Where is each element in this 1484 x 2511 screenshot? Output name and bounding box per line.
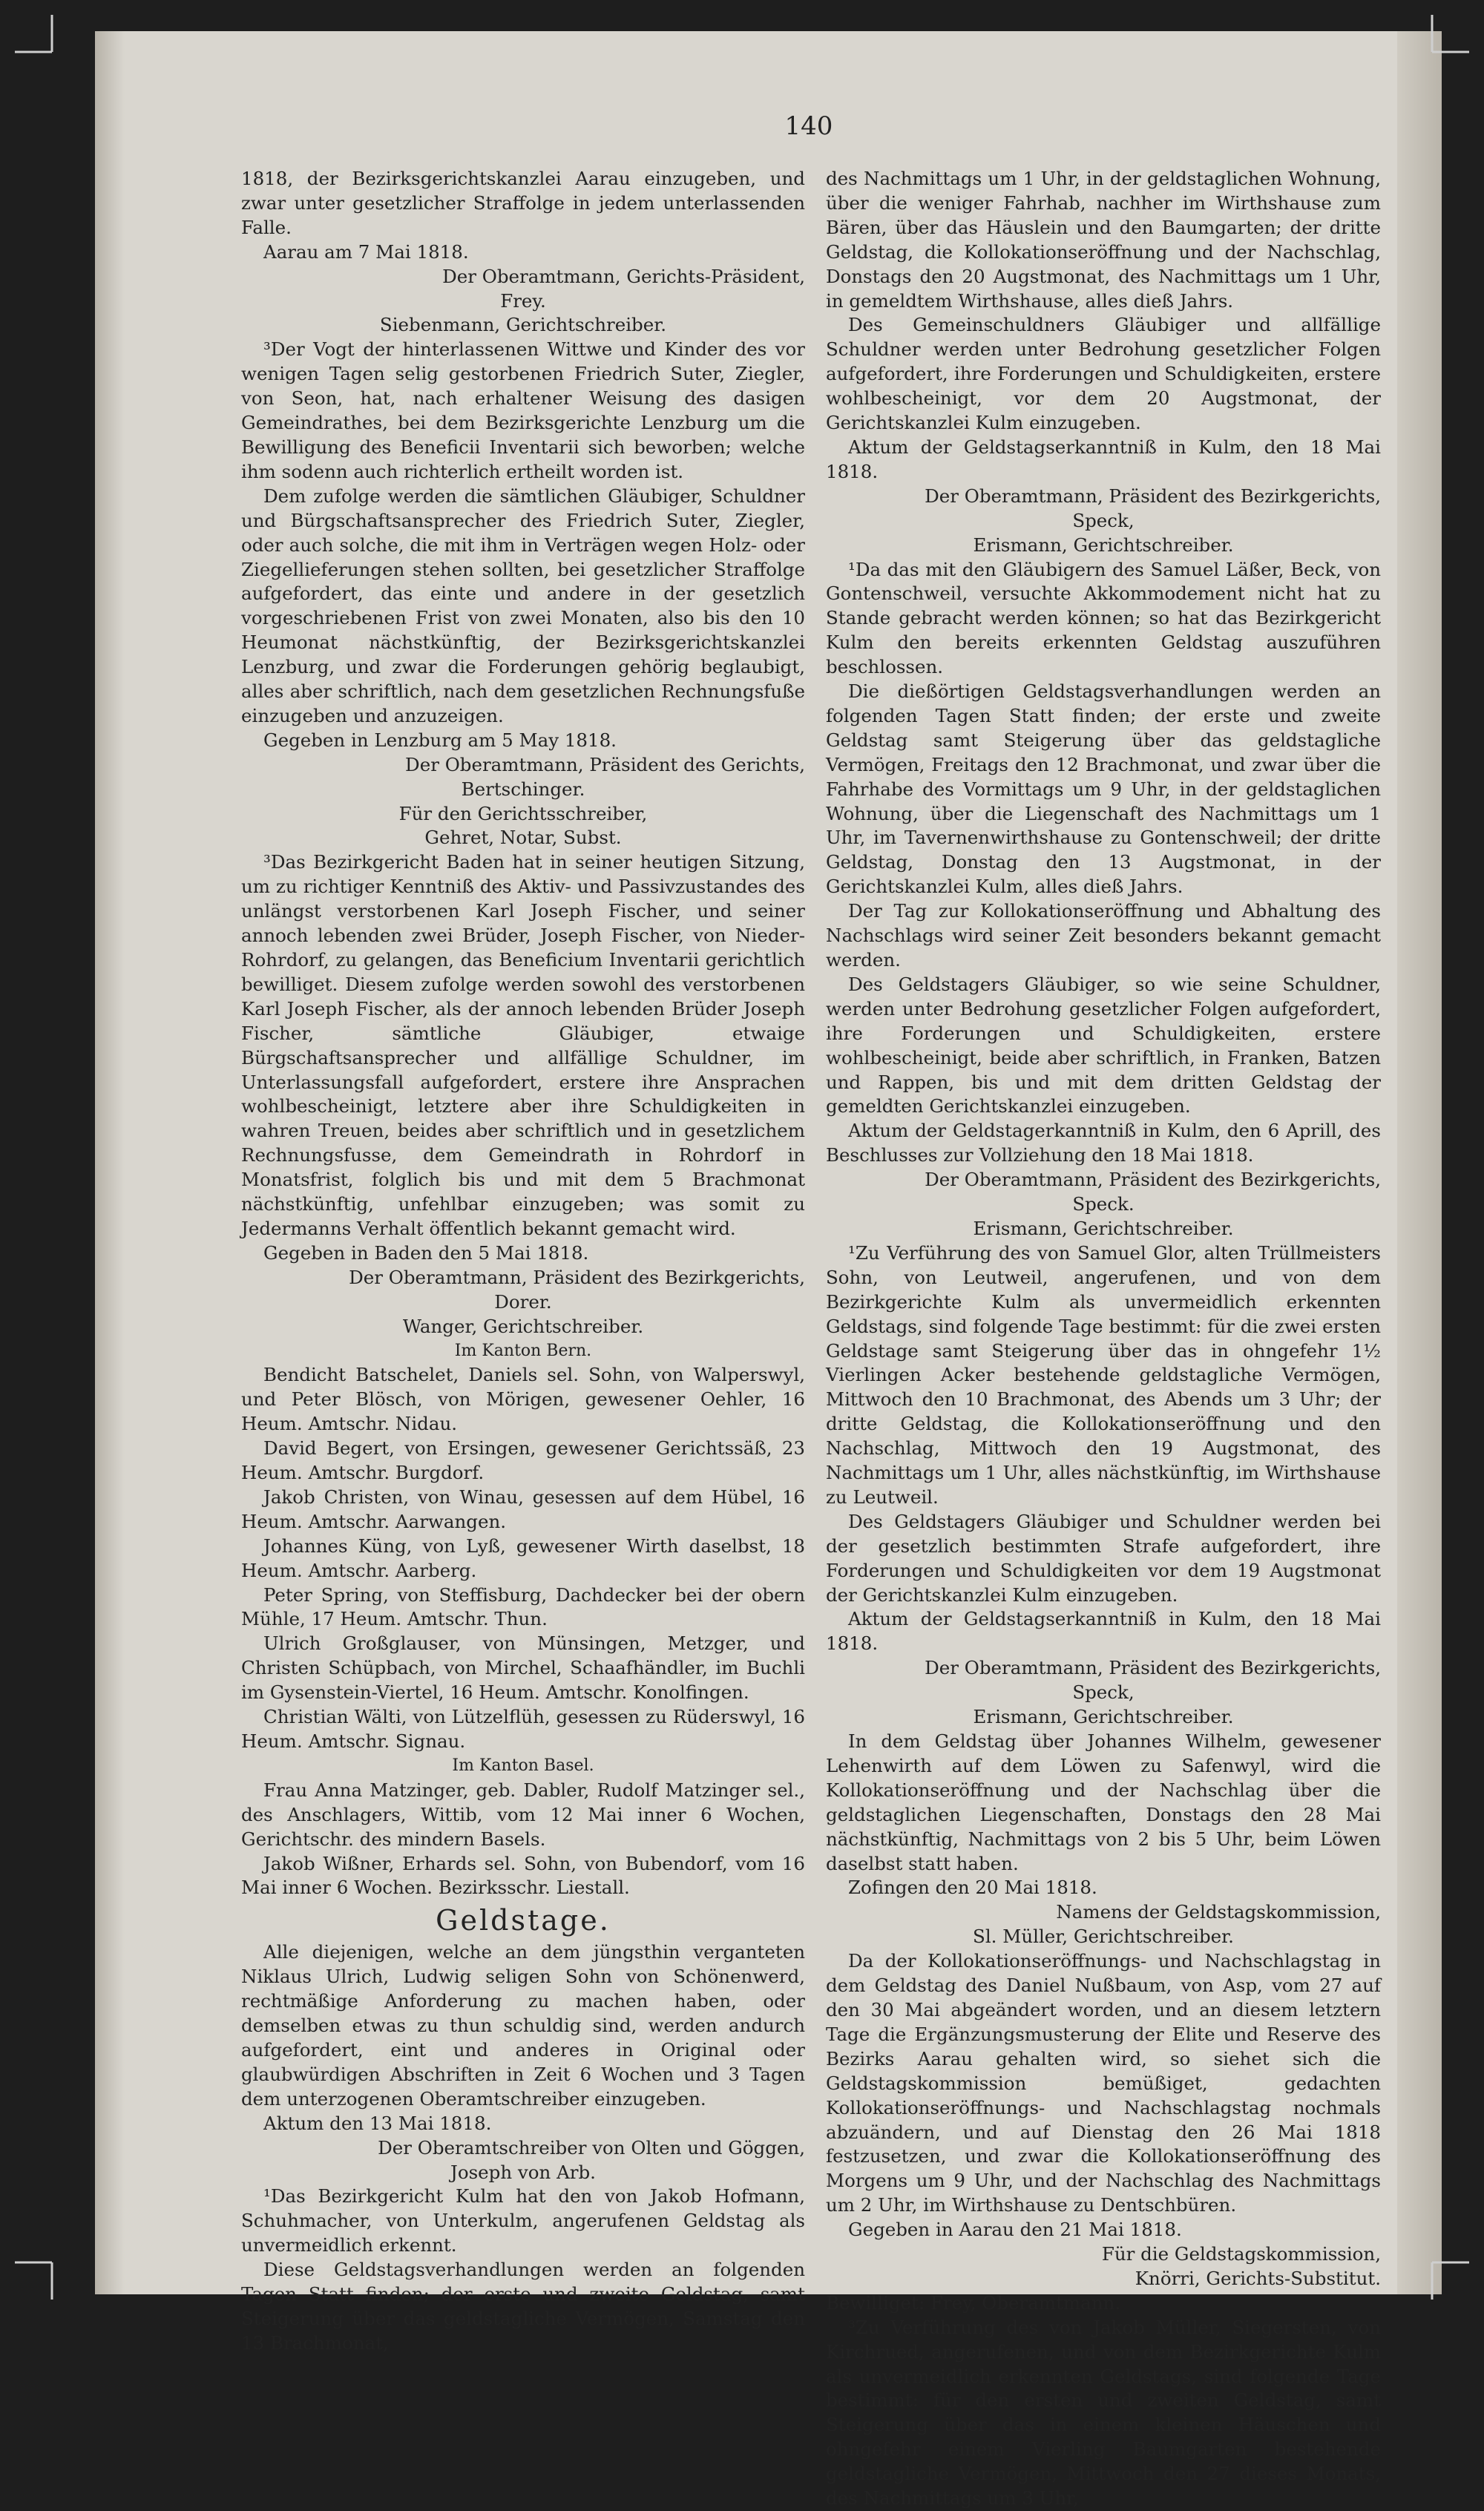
signature-clerk: Knörri, Gerichts-Substitut. <box>1135 2267 1381 2289</box>
signature-clerk: Erismann, Gerichtschreiber. <box>973 1217 1234 1239</box>
notice-text: Des Geldstagers Gläubiger, so wie seine Schuldner, werden unter Bedrohung gesetzlicher Folgen aufgefordert, ihre Forderungen und Schuldigkeiten, erstere wohlbescheinigt, beide aber schriftlich, in Franken, Batzen und Rappen, bis und mit dem dritten Geldstag der gemeldten Gerichtskanzlei einzugeben. <box>826 973 1381 1117</box>
list-item: Christian Wälti, von Lützelflüh, gesessen zu Rüderswyl, 16 Heum. Amtschr. Signau. <box>241 1706 805 1752</box>
list-item: Frau Anna Matzinger, geb. Dabler, Rudolf Matzinger sel., des Anschlagers, Wittib, vom 12 Mai inner 6 Wochen, Gerichtschr. des mindern Basels. <box>241 1779 805 1850</box>
signature-clerk: Siebenmann, Gerichtschreiber. <box>379 314 667 336</box>
notice-text: ¹Zu Verführung des von Samuel Glor, alten Trüllmeisters Sohn, von Leutweil, angerufenen, und von dem Bezirkgerichte Kulm als unvermeidlich erkennten Geldstags, sind folgende Tage bestimmt: für die zwei ersten Geldstage samt Steigerung über das in ohngefehr 1½ Vierlingen Acker bestehende geldstagliche Vermögen, Mittwoch den 10 Brachmonat, des Abends um 3 Uhr; der dritte Geldstag, die Kollokationseröffnung und den Nachschlag, Mittwoch den 19 Augstmonat, des Nachmittags um 1 Uhr, alles nächstkünftig, im Wirthshause zu Leutweil. <box>826 1241 1381 1508</box>
signature-title: Für den Gerichtsschreiber, <box>398 802 648 824</box>
notice-text: Des Geldstagers Gläubiger und Schuldner werden bei der gesetzlich bestimmten Strafe aufgefordert, ihre Forderungen und Schuldigkeiten vor dem 19 Augstmonat der Gerichtskanzlei Kulm einzugeben. <box>826 1510 1381 1606</box>
page-spine-shadow <box>95 31 125 2294</box>
signature-clerk: Wanger, Gerichtschreiber. <box>402 1315 644 1337</box>
notice-text: ³Das Bezirkgericht Baden hat in seiner heutigen Sitzung, um zu richtiger Kenntniß des Aktiv- und Passivzustandes des unlängst verstorbenen Karl Joseph Fischer, und seiner annoch lebenden zwei Brüder, Joseph Fischer, von Nieder-Rohrdorf, zu gelangen, das Beneficium Inventarii gerichtlich bewilliget. Diesem zufolge werden sowohl des verstorbenen Karl Joseph Fischer, als der annoch lebenden Brüder Joseph Fischer, sämtliche Gläubiger, etwaige Bürgschaftsansprecher und allfällige Schuldner, im Unterlassungsfall aufgefordert, erstere ihre Ansprachen wohlbescheinigt, letztere aber ihre Schuldigkeiten in wahren Treuen, beides aber schriftlich und in gesetzlichem Rechnungsfusse, dem Gemeindrath in Rohrdorf in Monatsfrist, folglich bis und mit dem 5 Brachmonat nächstkünftig, unfehlbar einzugeben; was somit zu Jedermanns Verhalt öffentlich bekannt gemacht wird. <box>241 851 805 1239</box>
notice-date: Gegeben in Baden den 5 Mai 1818. <box>263 1241 589 1264</box>
notice-date: Aktum der Geldstagserkanntniß in Kulm, den 18 Mai 1818. <box>826 1608 1381 1655</box>
notice-date: Gegeben in Lenzburg am 5 May 1818. <box>263 729 617 751</box>
notice-date: Aktum der Geldstagerkanntniß in Kulm, den 6 Aprill, des Beschlusses zur Vollziehung den 18 Mai 1818. <box>826 1120 1381 1166</box>
list-item: Johannes Küng, von Lyß, gewesener Wirth daselbst, 18 Heum. Amtschr. Aarberg. <box>241 1534 805 1581</box>
list-item: Bendicht Batschelet, Daniels sel. Sohn, von Walperswyl, und Peter Blösch, von Mörigen, gewesener Oehler, 16 Heum. Amtschr. Nidau. <box>241 1364 805 1435</box>
signature-name: Speck. <box>1072 1193 1135 1215</box>
signature-title: Der Oberamtmann, Präsident des Bezirkgerichts, <box>925 485 1381 507</box>
notice-text: Des Gemeinschuldners Gläubiger und allfällige Schuldner werden unter Bedrohung gesetzlicher Folgen aufgefordert, ihre Forderungen und Schuldigkeiten, erstere wohlbescheinigt, vor dem 20 Augstmonat, der Gerichtskanzlei Kulm einzugeben. <box>826 314 1381 434</box>
signature-clerk: Erismann, Gerichtschreiber. <box>973 1706 1234 1728</box>
section-subheading: Im Kanton Bern. <box>454 1341 592 1360</box>
notice-text: Die dießörtigen Geldstagsverhandlungen werden an folgenden Tagen Statt finden; der erste und zweite Geldstag samt Steigerung über das geldstagliche Vermögen, Freitags den 12 Brachmonat, und zwar über die Fahrhabe des Vormittags um 9 Uhr, in der geldstaglichen Wohnung, über die Liegenschaft des Nachmittags um 1 Uhr, im Tavernenwirthshause zu Gontenschweil; der dritte Geldstag, Donstag den 13 Augstmonat, in der Gerichtskanzlei Kulm, alles dieß Jahrs. <box>826 680 1381 898</box>
page-number: 140 <box>784 111 833 141</box>
notice-text: ³Der Vogt der hinterlassenen Wittwe und Kinder des vor wenigen Tagen selig gestorbenen Friedrich Suter, Ziegler, von Seon, hat, nach erhaltener Weisung des dasigen Gemeindrathes, bei dem Bezirksgerichte Lenzburg um die Bewilligung des Beneficii Inventarii sich beworben; welche ihm sodenn auch richterlich ertheilt worden ist. <box>241 338 805 482</box>
list-item: Jakob Christen, von Winau, gesessen auf dem Hübel, 16 Heum. Amtschr. Aarwangen. <box>241 1486 805 1532</box>
signature-title: Für die Geldstagskommission, <box>1101 2243 1381 2265</box>
page-edge <box>1397 31 1442 2294</box>
signature-title: Der Oberamtmann, Präsident des Bezirkgerichts, <box>925 1657 1381 1679</box>
signature-title: Der Oberamtmann, Präsident des Bezirkgerichts, <box>925 1169 1381 1191</box>
notice-date: Aktum den 13 Mai 1818. <box>263 2112 492 2134</box>
notice-text: Alle diejenigen, welche an dem jüngsthin verganteten Niklaus Ulrich, Ludwig seligen Sohn von Schönenwerd, rechtmäßige Anforderung zu machen haben, oder demselben etwas zu thun schuldig sind, werden andurch aufgefordert, eint und anderes in Original oder glaubwürdigen Abschriften in Zeit 6 Wochen und 3 Tagen dem unterzogenen Oberamtschreiber einzugeben. <box>241 1941 805 2110</box>
notice-text: Dem zufolge werden die sämtlichen Gläubiger, Schuldner und Bürgschaftsansprecher des Friedrich Suter, Ziegler, oder auch solche, die mit ihm in Verträgen wegen Holz- oder Ziegellieferungen stehen sollten, bei gesetzlicher Straffolge aufgefordert, das einte und andere in der gesetzlich vorgeschriebenen Frist von zwei Monaten, also bis den 10 Heumonat nächstkünftig, der Bezirksgerichtskanzlei Lenzburg, und zwar die Forderungen gehörig beglaubigt, alles aber schriftlich, nach dem gesetzlichen Rechnungsfuße einzugeben und anzuzeigen. <box>241 485 805 726</box>
signature-name: Frey. <box>500 289 546 312</box>
signature-name: Bertschinger. <box>461 778 585 800</box>
signature-name: Dorer. <box>494 1290 552 1313</box>
list-item: David Begert, von Ersingen, gewesener Gerichtssäß, 23 Heum. Amtschr. Burgdorf. <box>241 1437 805 1484</box>
notice-text: Der Tag zur Kollokationseröffnung und Abhaltung des Nachschlags wird seiner Zeit besonders bekannt gemacht werden. <box>826 900 1381 971</box>
notice-text: Da der Kollokationseröffnungs- und Nachschlagstag in dem Geldstag des Daniel Nußbaum, von Asp, vom 27 auf den 30 Mai abgeändert worden, und an diesem letztern Tage die Ergänzungsmusterung der Elite und Reserve des Bezirks Aarau gehalten wird, so siehet sich die Geldstagskommission bemüßiget, gedachten Kollokationseröffnungs- und Nachschlagstag nochmals abzuändern, und auf Dienstag den 26 Mai 1818 festzusetzen, und zwar die Kollokationseröffnung des Morgens um 9 Uhr, und der Nachschlag des Nachmittags um 2 Uhr, im Wirthshause zu Dentschbüren. <box>826 1950 1381 2216</box>
signature-clerk: Gehret, Notar, Subst. <box>424 827 622 849</box>
notice-date: Gegeben in Aarau den 21 Mai 1818. <box>848 2219 1182 2241</box>
signature-name: Speck, <box>1072 509 1135 531</box>
signature-name: Joseph von Arb. <box>450 2161 596 2183</box>
list-item: Ulrich Großglauser, von Münsingen, Metzger, und Christen Schüpbach, von Mirchel, Schaafhändler, im Buchli im Gysenstein-Viertel, 16 Heum. Amtschr. Konolfingen. <box>241 1632 805 1704</box>
signature-title: Namens der Geldstagskommission, <box>1056 1901 1381 1923</box>
notice-text: 1818, der Bezirksgerichtskanzlei Aarau einzugeben, und zwar unter gesetzlicher Straffolge in jedem unterlassenden Falle. <box>241 168 805 238</box>
signature-title: Der Oberamtmann, Gerichts-Präsident, <box>442 265 805 287</box>
list-item: Peter Spring, von Steffisburg, Dachdecker bei der obern Mühle, 17 Heum. Amtschr. Thun. <box>241 1583 805 1630</box>
section-subheading: Im Kanton Basel. <box>452 1756 594 1775</box>
right-column <box>826 167 1381 2511</box>
signature-clerk: Sl. Müller, Gerichtschreiber. <box>973 1926 1234 1948</box>
notice-text: ¹Das Bezirkgericht Kulm hat den von Jakob Hofmann, Schuhmacher, von Unterkulm, angerufenen Geldstag als unvermeidlich erkennt. <box>241 2185 805 2256</box>
notice-text: In dem Geldstag über Johannes Wilhelm, gewesener Lehenwirth auf dem Löwen zu Safenwyl, wird die Kollokationseröffnung und der Nachschlag über die geldstaglichen Liegenschaften, Donstags den 28 Mai nächstkünftig, Nachmittags von 2 bis 5 Uhr, beim Löwen daselbst statt haben. <box>826 1730 1381 1874</box>
signature-title: Der Oberamtmann, Präsident des Gerichts, <box>405 753 805 775</box>
crop-mark-top-left <box>15 15 52 52</box>
notice-date: Aktum der Geldstagserkanntniß in Kulm, den 18 Mai 1818. <box>826 436 1381 482</box>
signature-name: Speck, <box>1072 1681 1135 1704</box>
notice-date: Zofingen den 20 Mai 1818. <box>848 1877 1097 1899</box>
signature-title: Der Oberamtschreiber von Olten und Göggen, <box>378 2136 805 2159</box>
signature-clerk: Erismann, Gerichtschreiber. <box>973 534 1234 556</box>
crop-mark-bottom-left <box>15 2262 52 2300</box>
notice-date: Aarau am 7 Mai 1818. <box>263 240 469 263</box>
approval-line: Bewilliget: Frey, Oberamtmann. <box>826 2291 1121 2314</box>
list-item: Jakob Wißner, Erhards sel. Sohn, von Bubendorf, vom 16 Mai inner 6 Wochen. Bezirksschr. Liestall. <box>241 1852 805 1899</box>
notice-text: des Nachmittags um 1 Uhr, in der geldstaglichen Wohnung, über die weniger Fahrhab, nachher im Wirthshause zum Bären, über das Häuslein und den Baumgarten; der dritte Geldstag, die Kollokationseröffnung und der Nachschlag, Donstags den 20 Augstmonat, des Nachmittags um 1 Uhr, in gemeldtem Wirthshause, alles dieß Jahrs. <box>826 168 1381 312</box>
left-column <box>241 167 805 2356</box>
signature-title: Der Oberamtmann, Präsident des Bezirkgerichts, <box>349 1266 805 1288</box>
section-heading: Geldstage. <box>436 1904 611 1937</box>
notice-text: Diese Geldstagsverhandlungen werden an folgenden Tagen Statt finden; der erste und zweite Geldstag, samt Steigerung über das geldstagliche Vermögen, Samstag den 13 Brachmonat, <box>241 2259 805 2354</box>
notice-text: ³Zu Verführung des von Jakob Müller, Siegersten, von Kirchrued, angerufenen, und von dem Bezirkgerichte Kulm als unvermeidlich erkennten Geldstags, sind folgende Tage bestimmt: für den ersten und zweiten Geldstag, samt Steigerung über das in einem kleinen Häuschen und ohngefehr einem Vierling Baumgarten bestehende geldstagliche Vermögen, Mittwoch den 27 dieses Monats, des Nachmittags um 3 Uhr, <box>826 2316 1381 2510</box>
notice-text: ¹Da das mit den Gläubigern des Samuel Läßer, Beck, von Gontenschweil, versuchte Akkommodement nicht hat zu Stande gebracht werden können; so hat das Bezirkgericht Kulm den bereits erkennten Geldstag auszuführen beschlossen. <box>826 558 1381 678</box>
